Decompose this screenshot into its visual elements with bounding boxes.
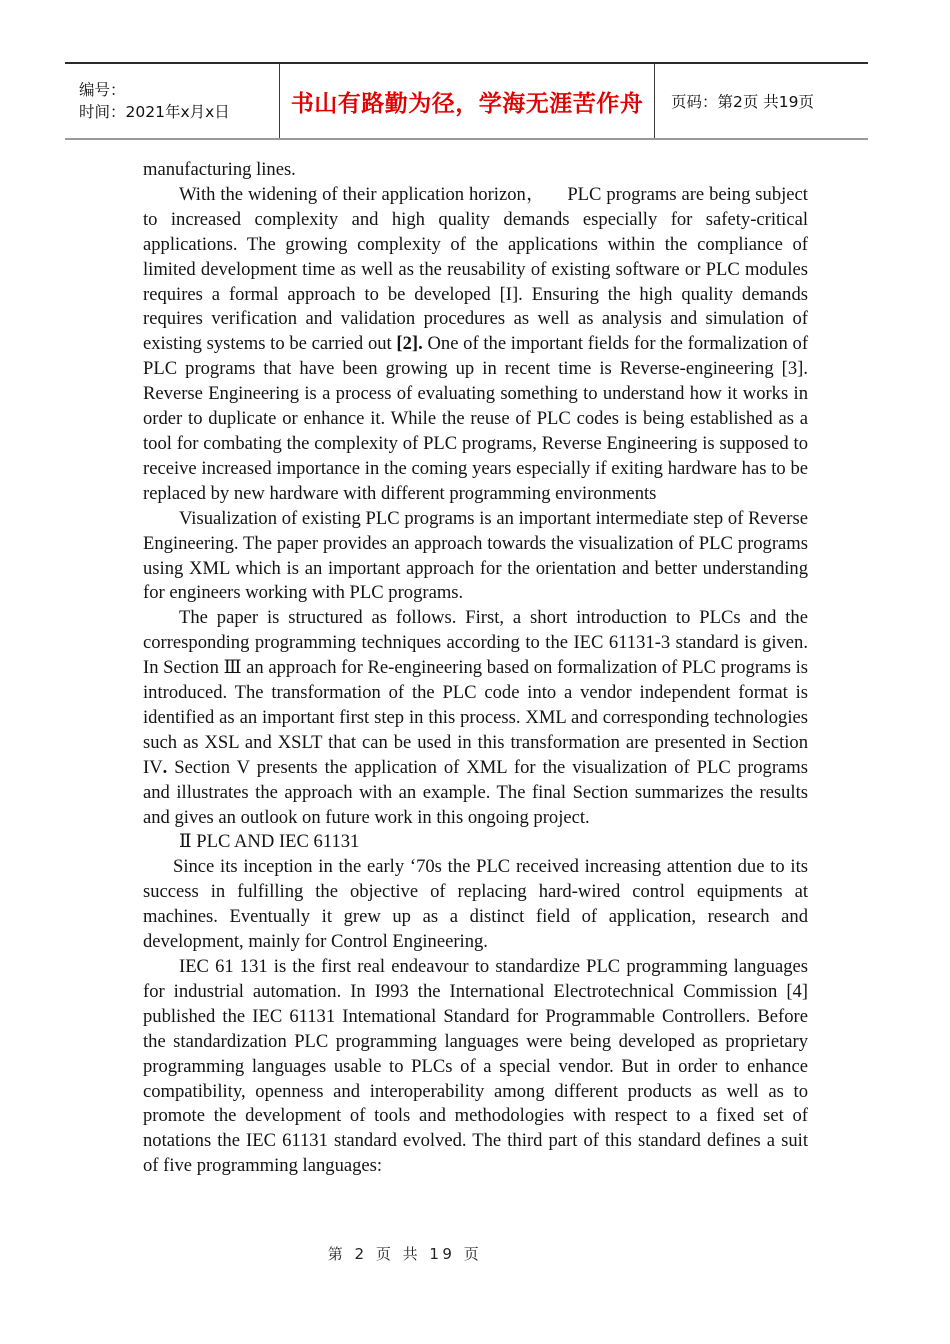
- header-page-info: 页码：第2页 共19页: [671, 93, 815, 111]
- paragraph-inception: Since its inception in the early ‘70s the PLC received increasing attention due to its success in fulfilling the objective of replacing hard-wired control equipments at machines. Eventually it grew up as a distinct field of application, research and development, mainly for Control Engineering.: [143, 856, 808, 953]
- para1-segment-b: PLC programs are being subject to increased complexity and high quality demands especially for safety-critical applications. The growing complexity of the applications within the compliance of limited development time as well as the reusability of existing software or PLC modules requires a formal approach to be developed [I]. Ensuring the high quality demands requires verification and validation procedures as well as analysis and simulation of existing systems to be carried out: [143, 183, 808, 355]
- paragraph-visualization: Visualization of existing PLC programs is an important intermediate step of Reverse Engineering. The paper provides an approach towards the visualization of PLC programs using XML which is an important approach for the orientation and better understanding for engineers working with PLC programs.: [143, 507, 808, 604]
- para1-segment-a: With the widening of their application horizon: [179, 183, 526, 205]
- para1-segment-c: One of the important fields for the formalization of PLC programs that have been growing up in recent time is Reverse-engineering [3]. Reverse Engineering is a process of evaluating something to understand how it works in order to duplicate or enhance it. While the reuse of PLC codes is being established as a tool for combating the complexity of PLC programs, Reverse Engineering is supposed to receive increased importance in the coming years especially if exiting hardware has to be replaced by new hardware with different programming environments: [143, 333, 809, 504]
- header-cell-metadata: [65, 64, 280, 138]
- document-body: [143, 158, 808, 1179]
- para3-bold-period: .: [162, 756, 168, 778]
- paragraph-continuation: manufacturing lines.: [143, 159, 296, 180]
- header-cell-pageinfo: [655, 64, 868, 138]
- para1-fullwidth-comma: ，: [525, 183, 546, 205]
- para1-bold-citation: [2].: [396, 333, 423, 355]
- header-number-label: 编号：: [79, 81, 126, 99]
- header-slogan-text: 书山有路勤为径，学海无涯苦作舟: [290, 90, 644, 117]
- para3-segment-b: Section V presents the application of XML for the visualization of PLC programs and illustrates the approach with an example. The final Section summarizes the results and gives an outlook on future work in this ongoing project.: [143, 756, 808, 828]
- paragraph-widening-application-horizon: [143, 183, 808, 507]
- page-header-table: [65, 62, 868, 140]
- page-footer: [0, 1243, 950, 1264]
- section-heading-2: Ⅱ PLC AND IEC 61131: [179, 831, 360, 853]
- paragraph-structure: [143, 606, 808, 830]
- footer-page-number: 第 2 页 共 19 页: [327, 1245, 483, 1263]
- header-cell-slogan: [280, 64, 655, 138]
- header-time-label: 时间：2021年x月x日: [79, 103, 230, 121]
- paragraph-iec-61131: IEC 61 131 is the first real endeavour to standardize PLC programming languages for industrial automation. In I993 the International Electrotechnical Commission [4] published the IEC 61131 Intemational Standard for Programmable Controllers. Before the standardization PLC programming languages were being developed as proprietary programming languages usable to PLCs of a special vendor. But in order to enhance compatibility, openness and interoperability among different products as well as to promote the development of tools and methodologies with respect to a fixed set of notations the IEC 61131 standard evolved. The third part of this standard defines a suit of five programming languages:: [143, 956, 808, 1177]
- para3-segment-a: The paper is structured as follows. First, a short introduction to PLCs and the corresponding programming techniques according to the IEC 61131-3 standard is given. In Section Ⅲ an approach for Re-engineering based on formalization of PLC programs is introduced. The transformation of the PLC code into a vendor independent format is identified as an important first step in this process. XML and corresponding technologies such as XSL and XSLT that can be used in this transformation are presented in Section IV: [143, 607, 808, 778]
